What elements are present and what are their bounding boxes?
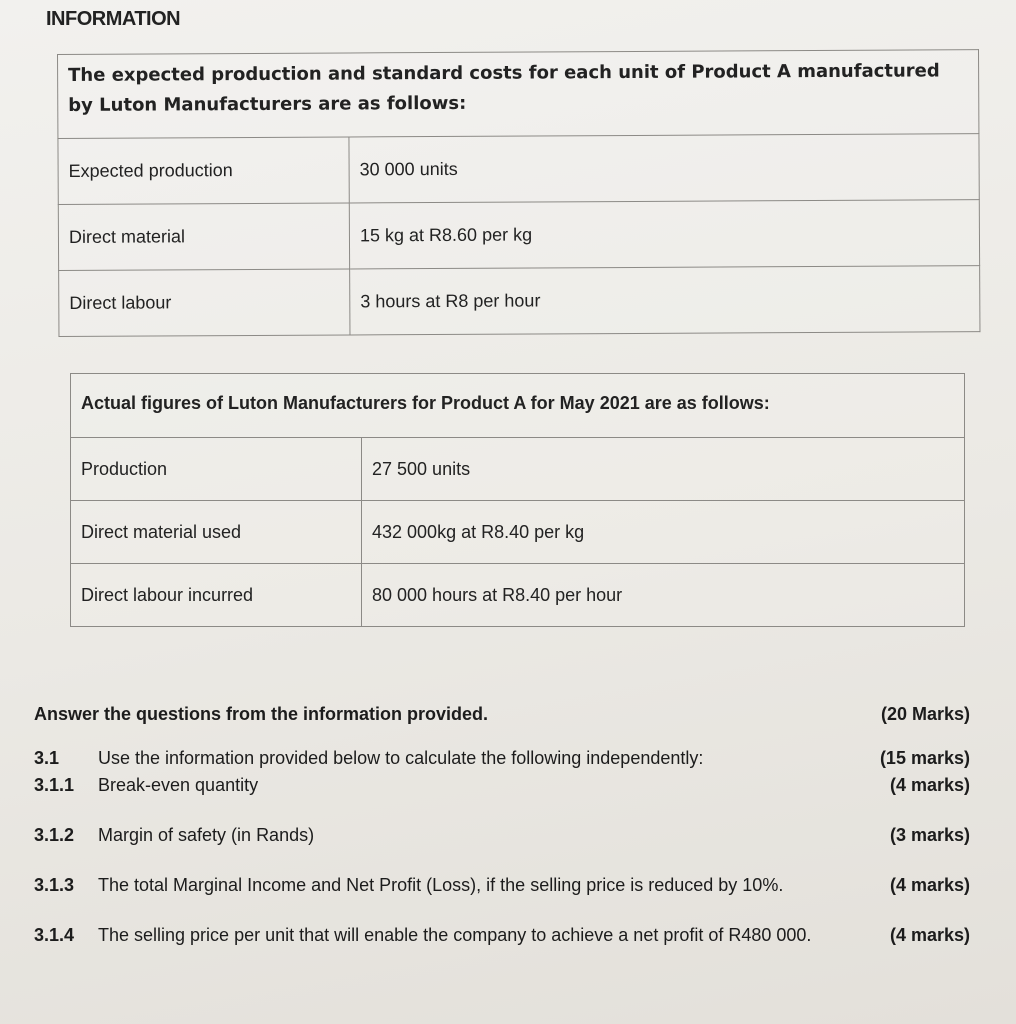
question-number: 3.1.3 bbox=[34, 875, 75, 895]
row-value: 27 500 units bbox=[362, 438, 965, 501]
actual-table-caption: Actual figures of Luton Manufacturers for Product A for May 2021 are as follows: bbox=[71, 374, 965, 438]
question-number: 3.1 bbox=[34, 748, 60, 768]
actual-figures-table bbox=[70, 373, 965, 627]
row-value: 30 000 units bbox=[349, 134, 979, 203]
question-marks: (4 marks) bbox=[889, 925, 970, 945]
questions-intro-row bbox=[34, 704, 970, 730]
table-row bbox=[58, 134, 979, 205]
question-item bbox=[34, 925, 970, 951]
question-number: 3.1.2 bbox=[34, 825, 75, 845]
question-item bbox=[34, 825, 970, 851]
row-label: Direct material used bbox=[71, 501, 362, 564]
questions-intro: Answer the questions from the information provided. bbox=[34, 704, 489, 724]
question-marks: (4 marks) bbox=[889, 875, 970, 895]
table-row bbox=[71, 438, 965, 501]
question-text: The selling price per unit that will enable the company to achieve a net profit of R480 000. bbox=[98, 925, 812, 945]
question-item bbox=[34, 775, 970, 801]
question-text: The total Marginal Income and Net Profit (Loss), if the selling price is reduced by 10%. bbox=[98, 875, 784, 895]
question-number: 3.1.1 bbox=[34, 775, 75, 795]
table-row bbox=[71, 501, 965, 564]
row-value: 432 000kg at R8.40 per kg bbox=[362, 501, 965, 564]
question-text: Break-even quantity bbox=[98, 775, 259, 795]
question-marks: (15 marks) bbox=[879, 748, 970, 768]
table-row bbox=[59, 266, 980, 337]
row-label: Direct material bbox=[58, 203, 349, 271]
question-text: Use the information provided below to calculate the following independently: bbox=[98, 748, 704, 768]
table-row bbox=[58, 200, 979, 271]
question-item bbox=[34, 875, 970, 901]
row-label: Direct labour incurred bbox=[71, 564, 362, 627]
row-value: 3 hours at R8 per hour bbox=[350, 266, 980, 335]
row-value: 15 kg at R8.60 per kg bbox=[349, 200, 979, 269]
page-heading: INFORMATION bbox=[46, 8, 181, 30]
question-number: 3.1.4 bbox=[34, 925, 75, 945]
question-item bbox=[34, 748, 970, 774]
expected-costs-table bbox=[57, 49, 980, 337]
row-value: 80 000 hours at R8.40 per hour bbox=[362, 564, 965, 627]
table-row bbox=[71, 564, 965, 627]
question-marks: (3 marks) bbox=[889, 825, 970, 845]
row-label: Direct labour bbox=[59, 269, 350, 337]
row-label: Expected production bbox=[58, 137, 349, 205]
expected-table-caption: The expected production and standard costs for each unit of Product A manufactured by Luton Manufacturers are as follows: bbox=[58, 50, 979, 139]
row-label: Production bbox=[71, 438, 362, 501]
question-marks: (4 marks) bbox=[889, 775, 970, 795]
total-marks: (20 Marks) bbox=[880, 704, 970, 724]
question-text: Margin of safety (in Rands) bbox=[98, 825, 315, 845]
